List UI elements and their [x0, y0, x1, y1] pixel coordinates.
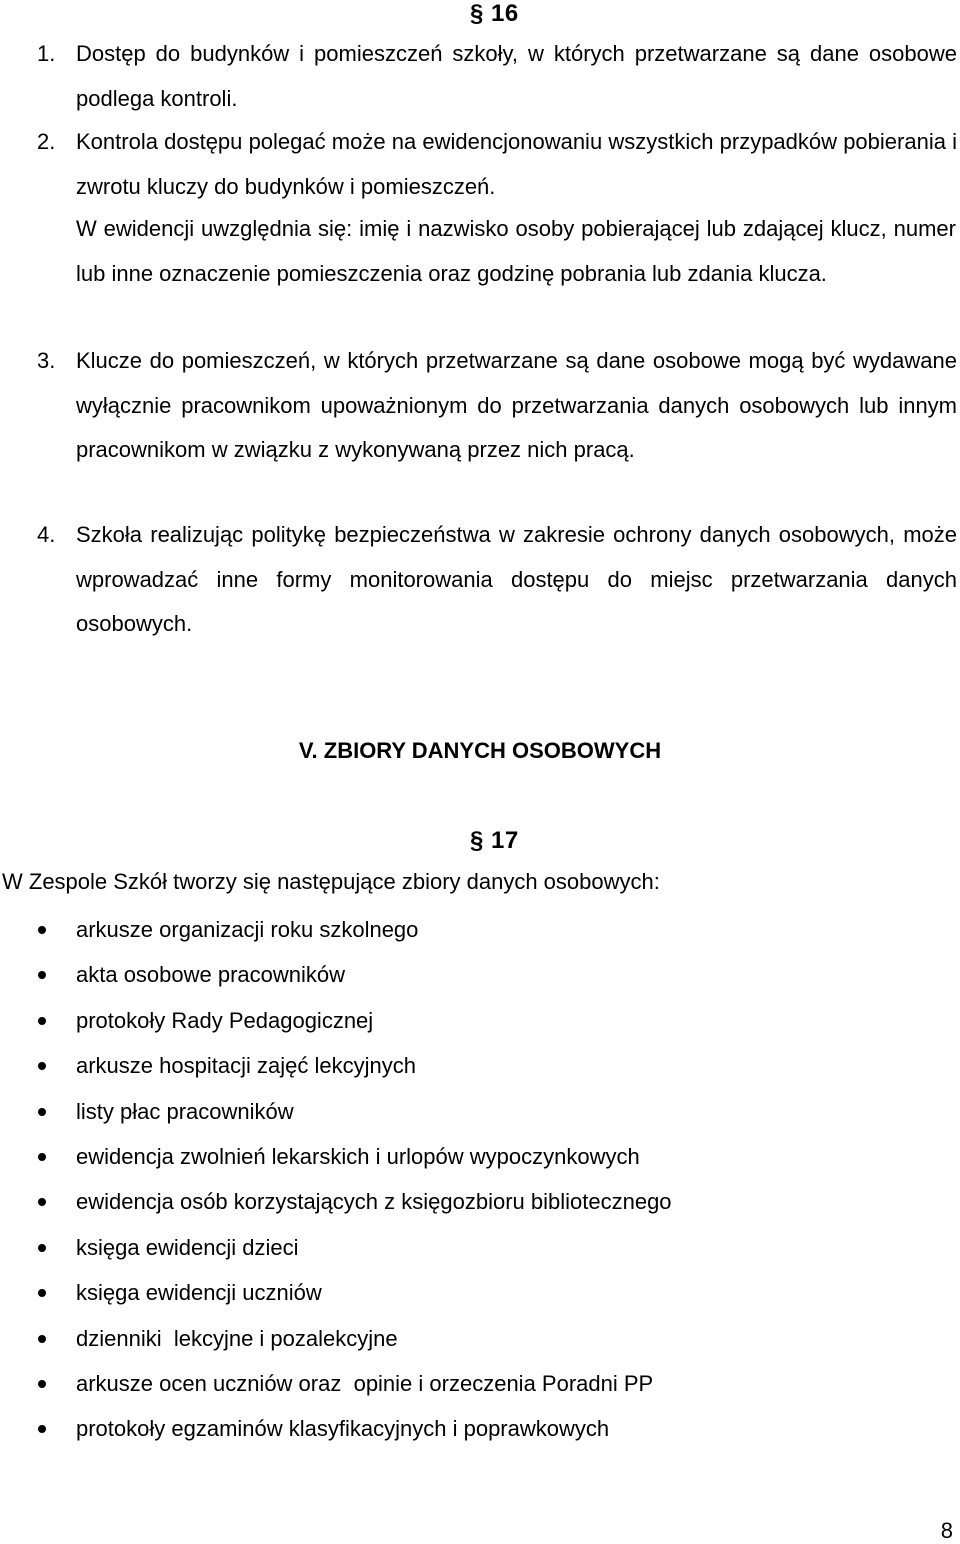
bullet-icon: [38, 1244, 46, 1252]
list-item-text: arkusze organizacji roku szkolnego: [76, 917, 419, 942]
chapter-heading: V. ZBIORY DANYCH OSOBOWYCH: [298, 738, 662, 763]
item-text: Dostęp do budynków i pomieszczeń szkoły, w których przetwarzane są dane osobowe podlega kontroli.: [76, 41, 957, 111]
bullet-icon: [38, 1198, 46, 1206]
list-item-text: listy płac pracowników: [76, 1098, 294, 1124]
section-16-mark: § 16: [470, 0, 519, 27]
list-item-1: [37, 32, 957, 121]
list-item-text: księga ewidencji dzieci: [76, 1234, 299, 1260]
bullet-icon: [38, 1062, 46, 1070]
list-item-text: akta osobowe pracowników: [76, 962, 346, 988]
bullet-icon: [38, 1335, 46, 1343]
item-number: 2.: [37, 129, 56, 154]
bullet-icon: [38, 1289, 46, 1297]
list-item-text: protokoły Rady Pedagogicznej: [76, 1007, 374, 1033]
section-17-intro: W Zespole Szkół tworzy się następujące zbiory danych osobowych:: [2, 869, 660, 894]
bullet-icon: [38, 971, 46, 979]
bullet-icon: [38, 1153, 46, 1161]
item-number: 4.: [37, 522, 56, 547]
bullet-icon: [38, 1380, 46, 1388]
list-item-text: protokoły egzaminów klasyfikacyjnych i poprawkowych: [76, 1416, 610, 1442]
item-number: 3.: [37, 348, 56, 373]
item-number: 1.: [37, 41, 56, 66]
section-17-mark: § 17: [470, 827, 519, 854]
list-item-text: ewidencja osób korzystających z księgozbioru bibliotecznego: [76, 1189, 672, 1215]
list-item-3: [37, 339, 957, 473]
list-item-text: arkusze ocen uczniów oraz opinie i orzeczenia Poradni PP: [76, 1370, 654, 1396]
item-text: Kontrola dostępu polegać może na ewidencjonowaniu wszystkich przypadków pobierania i zwrotu kluczy do budynków i pomieszczeń.: [76, 129, 957, 199]
bullet-icon: [38, 1108, 46, 1116]
page-number: 8: [940, 1518, 953, 1543]
item-text: Szkoła realizując politykę bezpieczeństwa w zakresie ochrony danych osobowych, może wprowadzać inne formy monitorowania dostępu do miejsc przetwarzania danych osobowych.: [76, 522, 957, 636]
list-item-4: [37, 513, 957, 647]
bullet-icon: [38, 1017, 46, 1025]
list-item-text: księga ewidencji uczniów: [76, 1280, 322, 1306]
bullet-icon: [38, 926, 46, 934]
list-item-2: [37, 120, 957, 209]
list-item-text: ewidencja zwolnień lekarskich i urlopów wypoczynkowych: [76, 1143, 640, 1169]
bullet-icon: [38, 1425, 46, 1433]
list-item-2-continuation: W ewidencji uwzględnia się: imię i nazwisko osoby pobierającej lub zdającej klucz, numer lub inne oznaczenie pomieszczenia oraz godzinę pobrania lub zdania klucza.: [76, 216, 956, 286]
item-text: Klucze do pomieszczeń, w których przetwarzane są dane osobowe mogą być wydawane wyłącznie pracownikom upoważnionym do przetwarzania danych osobowych lub innym pracownikom w związku z wykonywaną przez nich pracą.: [76, 348, 957, 462]
list-item-text: arkusze hospitacji zajęć lekcyjnych: [76, 1053, 416, 1079]
list-item-text: dzienniki lekcyjne i pozalekcyjne: [76, 1325, 398, 1351]
